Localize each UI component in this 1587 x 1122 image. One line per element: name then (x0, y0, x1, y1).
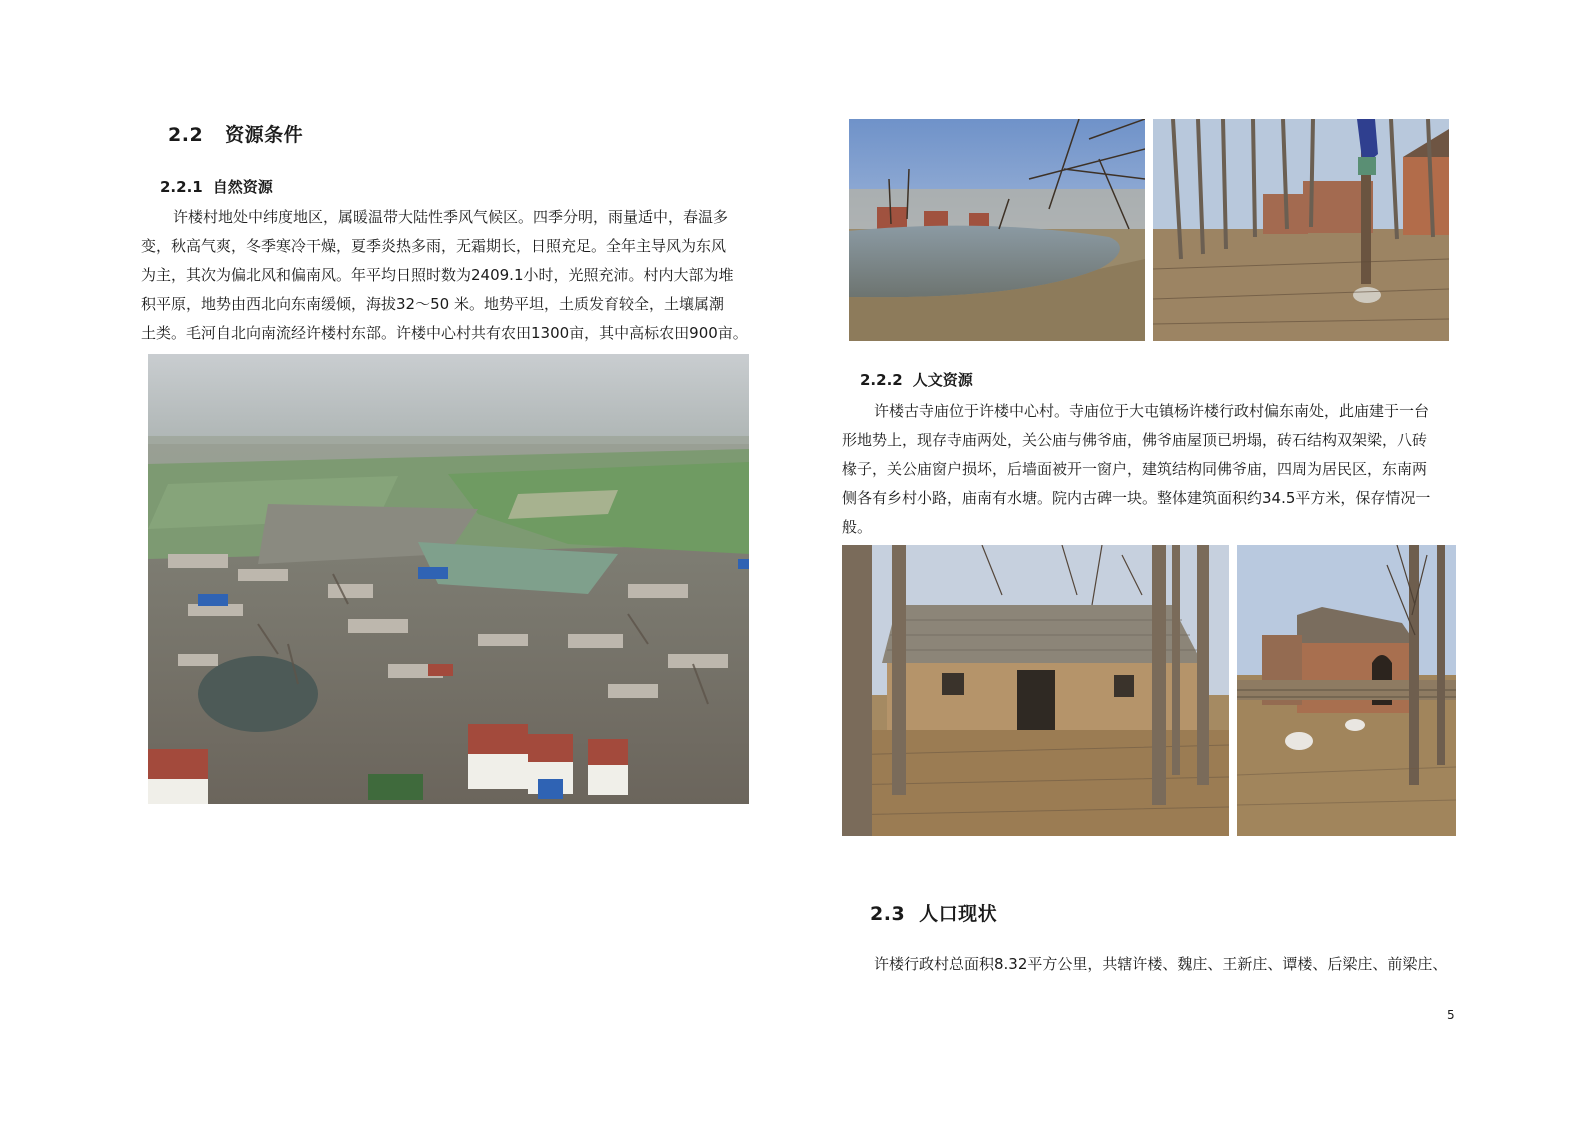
paragraph-line: 般。 (842, 518, 873, 536)
temple-photo-foye (1237, 545, 1456, 836)
section-heading-population (870, 899, 997, 926)
population-paragraph: 许楼行政村总面积8.32平方公里，共辖许楼、魏庄、王新庄、谭楼、后梁庄、前梁庄、 (874, 955, 1448, 973)
section-number: 2.3 (870, 903, 906, 925)
subsection-heading-cultural (860, 369, 973, 390)
woods-photo (1153, 119, 1449, 341)
paragraph-line: 许楼古寺庙位于许楼中心村。寺庙位于大屯镇杨许楼行政村偏东南处，此庙建于一台 (874, 402, 1430, 420)
paragraph-line: 积平原，地势由西北向东南缓倾，海拔32～50 米。地势平坦，土质发育较全，土壤属潮 (141, 295, 724, 313)
subsection-heading-natural (160, 176, 273, 197)
paragraph-line: 为主，其次为偏北风和偏南风。年平均日照时数为2409.1小时，光照充沛。村内大部为堆 (141, 266, 734, 284)
pond-photo (849, 119, 1145, 341)
cultural-resources-paragraph (842, 397, 1430, 542)
paragraph-line: 侧各有乡村小路，庙南有水塘。院内古碑一块。整体建筑面积约34.5平方米，保存情况一 (842, 489, 1431, 507)
natural-resources-paragraph (141, 203, 748, 348)
paragraph-line: 椽子，关公庙窗户损坏，后墙面被开一窗户，建筑结构同佛爷庙，四周为居民区，东南两 (842, 460, 1428, 478)
section-title: 人口现状 (919, 903, 998, 925)
subsection-number: 2.2.1 (160, 178, 203, 196)
temple-photo-guangong (842, 545, 1229, 836)
paragraph-line: 形地势上，现存寺庙两处，关公庙与佛爷庙，佛爷庙屋顶已坍塌，砖石结构双架梁，八砖 (842, 431, 1428, 449)
subsection-title: 自然资源 (212, 178, 273, 196)
page-number: 5 (1447, 1008, 1455, 1022)
aerial-village-photo (148, 354, 749, 804)
paragraph-line: 变，秋高气爽，冬季寒冷干燥，夏季炎热多雨，无霜期长，日照充足。全年主导风为东风 (141, 237, 727, 255)
paragraph-line: 许楼村地处中纬度地区，属暖温带大陆性季风气候区。四季分明，雨量适中，春温多 (173, 208, 729, 226)
section-heading-resources (168, 120, 303, 147)
subsection-number: 2.2.2 (860, 371, 903, 389)
section-title: 资源条件 (225, 124, 304, 146)
subsection-title: 人文资源 (912, 371, 973, 389)
section-number: 2.2 (168, 124, 204, 146)
paragraph-line: 土类。毛河自北向南流经许楼村东部。许楼中心村共有农田1300亩，其中高标农田900亩。 (141, 324, 748, 342)
